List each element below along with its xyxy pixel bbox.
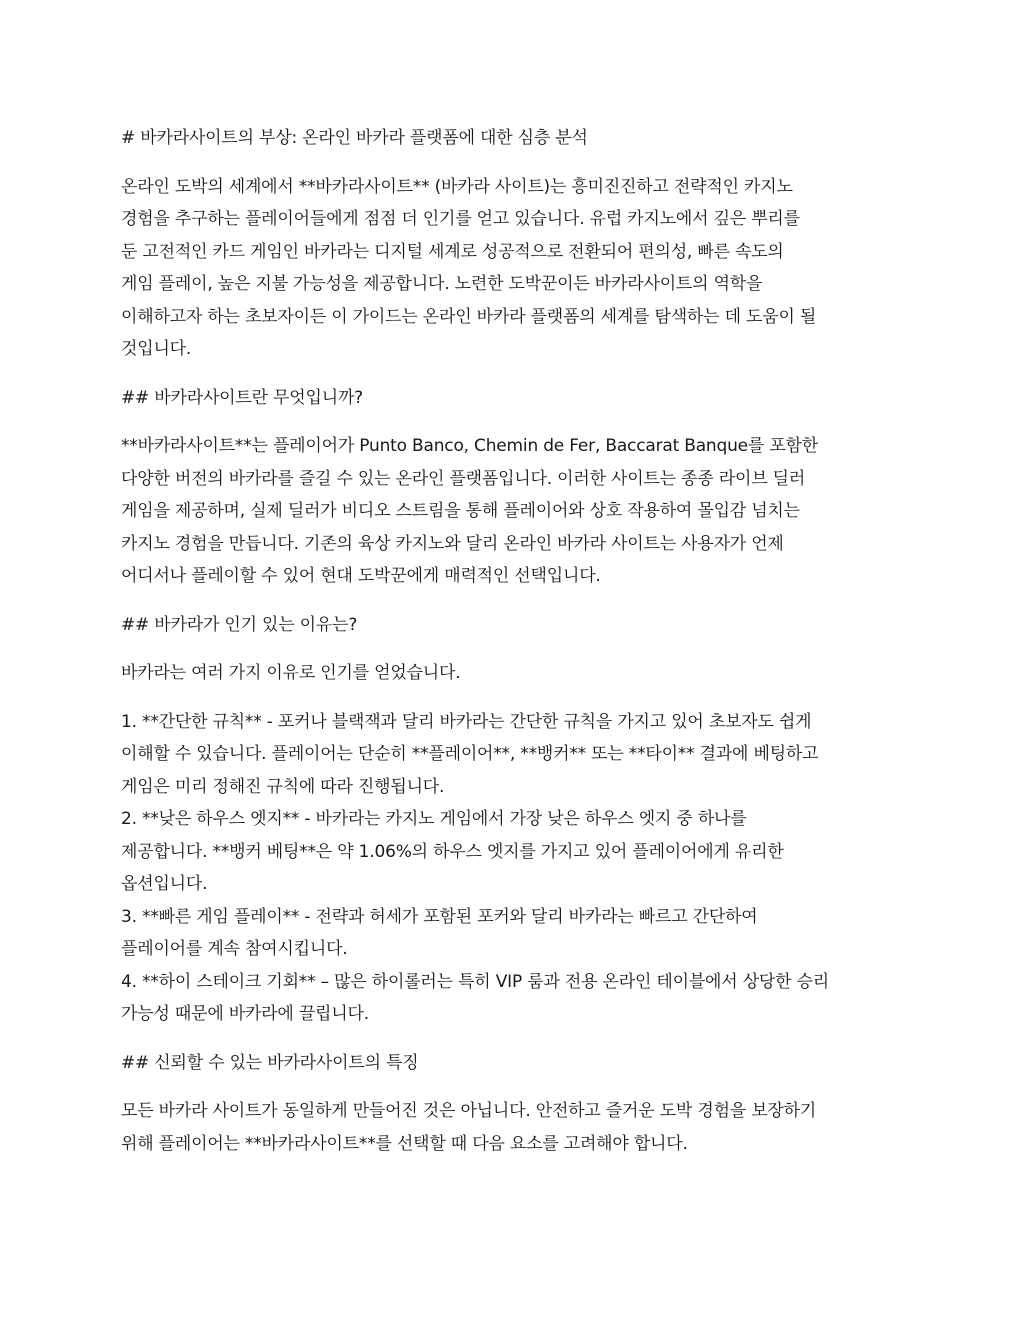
list-item: 가능성 때문에 바카라에 끌립니다. — [121, 1004, 369, 1024]
intro-paragraph — [121, 171, 911, 366]
heading-what-is: ## 바카라사이트란 무엇입니까? — [121, 387, 363, 408]
what-is-line: 어디서나 플레이할 수 있어 현대 도박꾼에게 매력적인 선택입니다. — [121, 566, 601, 586]
list-item: 4. **하이 스테이크 기회** – 많은 하이롤러는 특히 VIP 룸과 전용 온라인 테이블에서 상당한 승리 — [121, 971, 830, 992]
intro-line: 것입니다. — [121, 339, 192, 359]
heading-trusted-features: ## 신뢰할 수 있는 바카라사이트의 특징 — [121, 1052, 419, 1073]
trusted-line: 모든 바카라 사이트가 동일하게 만들어진 것은 아닙니다. 안전하고 즐거운 도박 경험을 보장하기 — [121, 1101, 817, 1121]
document-body — [121, 122, 911, 1160]
document-title: # 바카라사이트의 부상: 온라인 바카라 플랫폼에 대한 심층 분석 — [121, 128, 588, 148]
what-is-line: 다양한 버전의 바카라를 즐길 수 있는 온라인 플랫폼입니다. 이러한 사이트는 종종 라이브 딜러 — [121, 468, 806, 489]
intro-line: 둔 고전적인 카드 게임인 바카라는 디지털 세계로 성공적으로 전환되어 편의성, 빠른 속도의 — [121, 241, 784, 262]
what-is-paragraph — [121, 430, 911, 593]
trusted-paragraph — [121, 1095, 911, 1160]
list-item: 옵션입니다. — [121, 874, 208, 894]
what-is-line: **바카라사이트**는 플레이어가 Punto Banco, Chemin de Fer, Baccarat Banque를 포함한 — [121, 436, 819, 456]
intro-line: 온라인 도박의 세계에서 **바카라사이트** (바카라 사이트)는 흥미진진하고 전략적인 카지노 — [121, 176, 793, 197]
heading-why-popular: ## 바카라가 인기 있는 이유는? — [121, 614, 358, 635]
intro-line: 경험을 추구하는 플레이어들에게 점점 더 인기를 얻고 있습니다. 유럽 카지노에서 깊은 뿌리를 — [121, 209, 800, 229]
list-item: 플레이어를 계속 참여시킵니다. — [121, 939, 348, 959]
why-intro: 바카라는 여러 가지 이유로 인기를 얻었습니다. — [121, 663, 461, 683]
trusted-line: 위해 플레이어는 **바카라사이트**를 선택할 때 다음 요소를 고려해야 합니다. — [121, 1133, 688, 1154]
intro-line: 게임 플레이, 높은 지불 가능성을 제공합니다. 노련한 도박꾼이든 바카라사이트의 역학을 — [121, 274, 763, 294]
list-item: 게임은 미리 정해진 규칙에 따라 진행됩니다. — [121, 776, 445, 797]
list-item: 이해할 수 있습니다. 플레이어는 단순히 **플레이어**, **뱅커** 또는 **타이** 결과에 베팅하고 — [121, 744, 819, 764]
list-item: 2. **낮은 하우스 엣지** - 바카라는 카지노 게임에서 가장 낮은 하우스 엣지 중 하나를 — [121, 809, 747, 829]
what-is-line: 게임을 제공하며, 실제 딜러가 비디오 스트림을 통해 플레이어와 상호 작용하여 몰입감 넘치는 — [121, 501, 800, 521]
list-item: 제공합니다. **뱅커 베팅**은 약 1.06%의 하우스 엣지를 가지고 있어 플레이어에게 유리한 — [121, 841, 784, 862]
reasons-list — [121, 706, 911, 1031]
intro-line: 이해하고자 하는 초보자이든 이 가이드는 온라인 바카라 플랫폼의 세계를 탐색하는 데 도움이 될 — [121, 306, 817, 327]
list-item: 1. **간단한 규칙** - 포커나 블랙잭과 달리 바카라는 간단한 규칙을 가지고 있어 초보자도 쉽게 — [121, 711, 812, 732]
what-is-line: 카지노 경험을 만듭니다. 기존의 육상 카지노와 달리 온라인 바카라 사이트는 사용자가 언제 — [121, 533, 784, 554]
list-item: 3. **빠른 게임 플레이** - 전략과 허세가 포함된 포커와 달리 바카라는 빠르고 간단하여 — [121, 906, 758, 927]
